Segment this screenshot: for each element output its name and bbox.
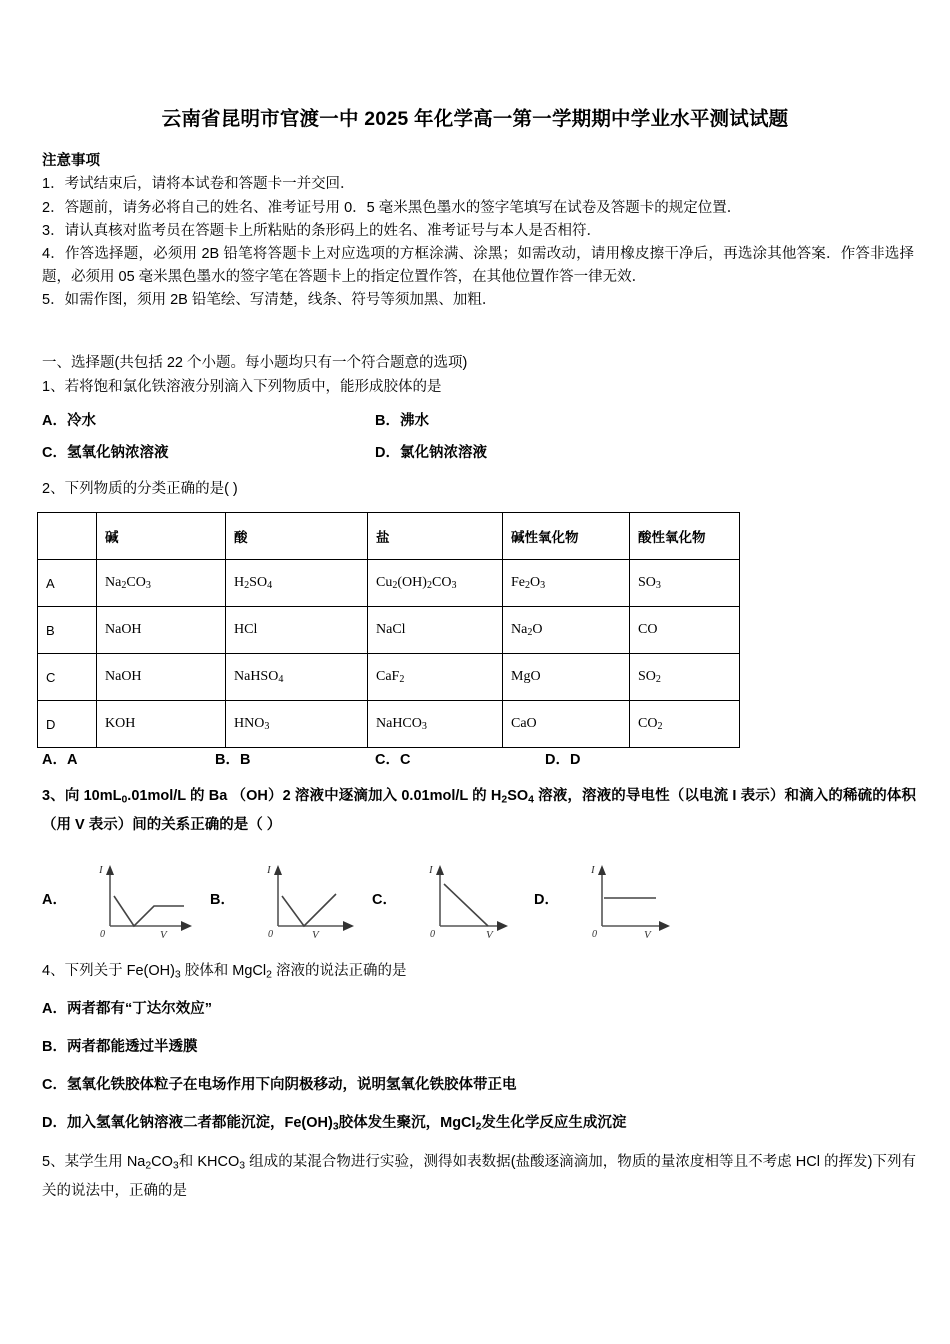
row-index: B bbox=[38, 607, 97, 654]
notice-line-2: 2．答题前，请务必将自己的姓名、准考证号用 0．5 毫米黑色墨水的签字笔填写在试卷及答题卡的规定位置． bbox=[42, 199, 742, 216]
graph-b-plot bbox=[240, 860, 375, 941]
cell-acid: NaHSO$_4$ bbox=[226, 654, 368, 701]
question-4-option-d[interactable]: D．加入氢氧化钠溶液二者都能沉淀，$Fe(OH)_3$胶体发生聚沉，MgCl$_2$发生化学反应生成沉淀 bbox=[42, 1115, 627, 1133]
graph-a-plot bbox=[72, 860, 207, 941]
cell-salt: $Cu_2(OH)_2CO_3$ bbox=[368, 560, 503, 607]
row-index: C bbox=[38, 654, 97, 701]
svg-text:V: V bbox=[312, 929, 319, 941]
graph-d-label: D． bbox=[534, 892, 559, 908]
svg-text:I: I bbox=[591, 864, 595, 876]
cell-basic-oxide: CaO bbox=[503, 701, 630, 748]
table-header-index bbox=[38, 513, 97, 560]
svg-text:I: I bbox=[267, 864, 271, 876]
question-2-classification-table bbox=[37, 512, 740, 748]
cell-salt: NaCl bbox=[368, 607, 503, 654]
cell-acidic-oxide: CO bbox=[630, 607, 740, 654]
cell-acidic-oxide: $SO_3$ bbox=[630, 560, 740, 607]
question-2-option-a[interactable]: A．A bbox=[42, 752, 78, 768]
notice-heading: 注意事项 bbox=[42, 153, 100, 169]
graph-c-label: C． bbox=[372, 892, 397, 908]
section-heading-choice: 一、选择题(共包括 22 个小题。每小题均只有一个符合题意的选项) bbox=[42, 355, 468, 371]
svg-text:V: V bbox=[160, 929, 167, 941]
table-row bbox=[38, 701, 740, 748]
table-header-base: 碱 bbox=[97, 513, 226, 560]
cell-basic-oxide: $Fe_2O_3$ bbox=[503, 560, 630, 607]
question-2-option-b[interactable]: B．B bbox=[215, 752, 251, 768]
graph-c-plot bbox=[402, 860, 537, 941]
question-3-graph-row bbox=[42, 858, 922, 941]
cell-salt: NaHCO$_3$ bbox=[368, 701, 503, 748]
table-header-row bbox=[38, 513, 740, 560]
cell-base: NaOH bbox=[97, 654, 226, 701]
question-1-option-d[interactable]: D．氯化钠浓溶液 bbox=[375, 445, 487, 461]
question-1-option-b[interactable]: B．沸水 bbox=[375, 413, 429, 429]
table-header-basic-oxide: 碱性氧化物 bbox=[503, 513, 630, 560]
table-header-salt: 盐 bbox=[368, 513, 503, 560]
cell-salt: CaF$_2$ bbox=[368, 654, 503, 701]
cell-acid: $HNO_3$ bbox=[226, 701, 368, 748]
row-index: A bbox=[38, 560, 97, 607]
page-title: 云南省昆明市官渡一中 2025 年化学高一第一学期期中学业水平测试试题 bbox=[161, 108, 789, 130]
question-3-graph-c bbox=[372, 858, 557, 941]
table-row bbox=[38, 607, 740, 654]
table-row bbox=[38, 654, 740, 701]
cell-base: $Na_2CO_3$ bbox=[97, 560, 226, 607]
cell-acidic-oxide: $SO_2$ bbox=[630, 654, 740, 701]
svg-text:0: 0 bbox=[268, 929, 273, 940]
svg-text:I: I bbox=[99, 864, 103, 876]
svg-text:I: I bbox=[429, 864, 433, 876]
question-1-option-c[interactable]: C．氢氧化钠浓溶液 bbox=[42, 445, 169, 461]
question-2-stem: 2、下列物质的分类正确的是( ) bbox=[42, 481, 238, 497]
cell-acid: $H_2SO_4$ bbox=[226, 560, 368, 607]
cell-basic-oxide: $Na_2O$ bbox=[503, 607, 630, 654]
row-index: D bbox=[38, 701, 97, 748]
svg-text:0: 0 bbox=[100, 929, 105, 940]
graph-a-label: A． bbox=[42, 892, 67, 908]
question-4-option-c[interactable]: C．氢氧化铁胶体粒子在电场作用下向阴极移动，说明氢氧化铁胶体带正电 bbox=[42, 1077, 517, 1093]
cell-base: KOH bbox=[97, 701, 226, 748]
table-header-acidic-oxide: 酸性氧化物 bbox=[630, 513, 740, 560]
notice-block bbox=[42, 150, 914, 313]
question-5-stem: 5、某学生用 $Na_2CO_3$和 $KHCO_3$ 组成的某混合物进行实验，测得如表数据(盐酸逐滴滴加，物质的量浓度相等且不考虑 HCl 的挥发)下列有关的说法中，正确的是 bbox=[42, 1154, 917, 1199]
svg-text:V: V bbox=[486, 929, 493, 941]
question-4-option-b[interactable]: B．两者都能透过半透膜 bbox=[42, 1039, 198, 1055]
question-3-graph-b bbox=[210, 858, 395, 941]
graph-b-label: B． bbox=[210, 892, 235, 908]
table-header-acid: 酸 bbox=[226, 513, 368, 560]
question-2-option-c[interactable]: C．C bbox=[375, 752, 411, 768]
svg-text:0: 0 bbox=[430, 929, 435, 940]
notice-line-3: 3．请认真核对监考员在答题卡上所粘贴的条形码上的姓名、准考证号与本人是否相符． bbox=[42, 222, 602, 239]
graph-d-plot bbox=[564, 860, 699, 941]
notice-line-1: 1．考试结束后，请将本试卷和答题卡一并交回． bbox=[42, 176, 355, 193]
table-row bbox=[38, 560, 740, 607]
cell-base: NaOH bbox=[97, 607, 226, 654]
question-2-option-d[interactable]: D．D bbox=[545, 752, 581, 768]
cell-acidic-oxide: $CO_2$ bbox=[630, 701, 740, 748]
question-1-stem: 1、若将饱和氯化铁溶液分别滴入下列物质中，能形成胶体的是 bbox=[42, 379, 442, 395]
cell-acid: HCl bbox=[226, 607, 368, 654]
notice-line-4: 4．作答选择题，必须用 2B 铅笔将答题卡上对应选项的方框涂满、涂黑；如需改动，请用橡皮擦干净后，再选涂其他答案．作答非选择题，必须用 05 毫米黑色墨水的签字笔在答题卡上的指定位置作答，在其他位置作答一律无效． bbox=[42, 246, 914, 286]
question-1-option-a[interactable]: A．冷水 bbox=[42, 413, 96, 429]
cell-basic-oxide: MgO bbox=[503, 654, 630, 701]
question-4-stem: 4、下列关于 $Fe(OH)_3$ 胶体和 MgCl$_2$ 溶液的说法正确的是 bbox=[42, 963, 407, 981]
question-3-graph-d bbox=[534, 858, 719, 941]
notice-line-5: 5．如需作图，须用 2B 铅笔绘、写清楚，线条、符号等须加黑、加粗． bbox=[42, 292, 497, 309]
question-3-stem: 3、向 $10mL_0.01mol/L$ 的 Ba （OH）2 溶液中逐滴加入 0.01mol/L 的 $H_2SO_4$ 溶液，溶液的导电性（以电流 I 表示）和滴入的稀硫的体积（用 V 表示）间的关系正确的是（ ） bbox=[42, 788, 916, 833]
question-4-option-a[interactable]: A．两者都有“丁达尔效应” bbox=[42, 1001, 212, 1017]
svg-text:V: V bbox=[644, 929, 651, 941]
question-3-graph-a bbox=[42, 858, 227, 941]
svg-text:0: 0 bbox=[592, 929, 597, 940]
